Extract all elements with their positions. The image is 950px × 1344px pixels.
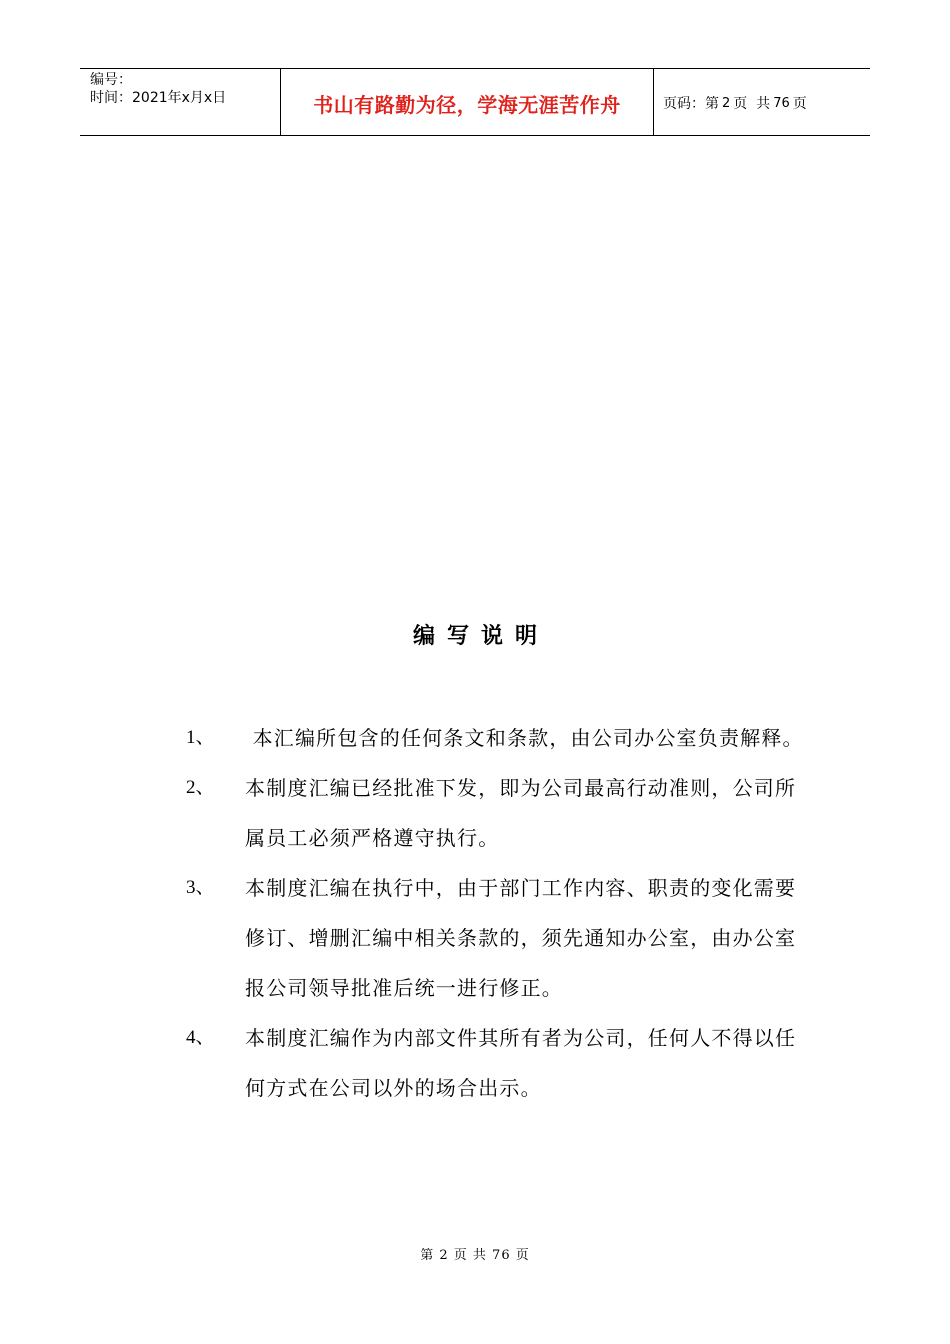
page-total: 76: [773, 95, 790, 111]
page-suffix: 页: [792, 96, 807, 112]
header-page-info: [654, 69, 870, 135]
item-text: 本制度汇编已经批准下发，即为公司最高行动准则，公司所属员工必须严格遵守执行。: [245, 776, 797, 850]
list-item: [186, 1013, 826, 1113]
item-number: 1、: [186, 727, 215, 748]
item-number: 3、: [186, 877, 215, 898]
list-item: [186, 713, 826, 763]
list-item: [186, 763, 826, 863]
document-title: 编写说明: [412, 624, 549, 649]
item-text: 本制度汇编在执行中，由于部门工作内容、职责的变化需要修订、增删汇编中相关条款的，须先通知办公室，由办公室报公司领导批准后统一进行修正。: [245, 876, 797, 1000]
item-number: 4、: [186, 1027, 215, 1048]
item-text: 本制度汇编作为内部文件其所有者为公司，任何人不得以任何方式在公司以外的场合出示。: [245, 1026, 797, 1100]
code-label: 编号：: [90, 72, 132, 88]
page-prefix: 页码：第: [663, 96, 719, 112]
header-motto: 书山有路勤为径，学海无涯苦作舟: [281, 69, 654, 135]
page-current: 2: [722, 95, 731, 111]
item-number: 2、: [186, 777, 215, 798]
page-mid: 页 共: [733, 96, 771, 112]
instruction-list: [186, 713, 826, 1113]
page-footer: 第 2 页 共 76 页: [420, 1248, 530, 1263]
page-header: [80, 68, 870, 136]
item-text: 本汇编所包含的任何条文和条款，由公司办公室负责解释。: [245, 726, 804, 750]
header-meta: [80, 69, 281, 135]
list-item: [186, 863, 826, 1013]
time-label: 时间：2021年x月x日: [90, 90, 227, 106]
